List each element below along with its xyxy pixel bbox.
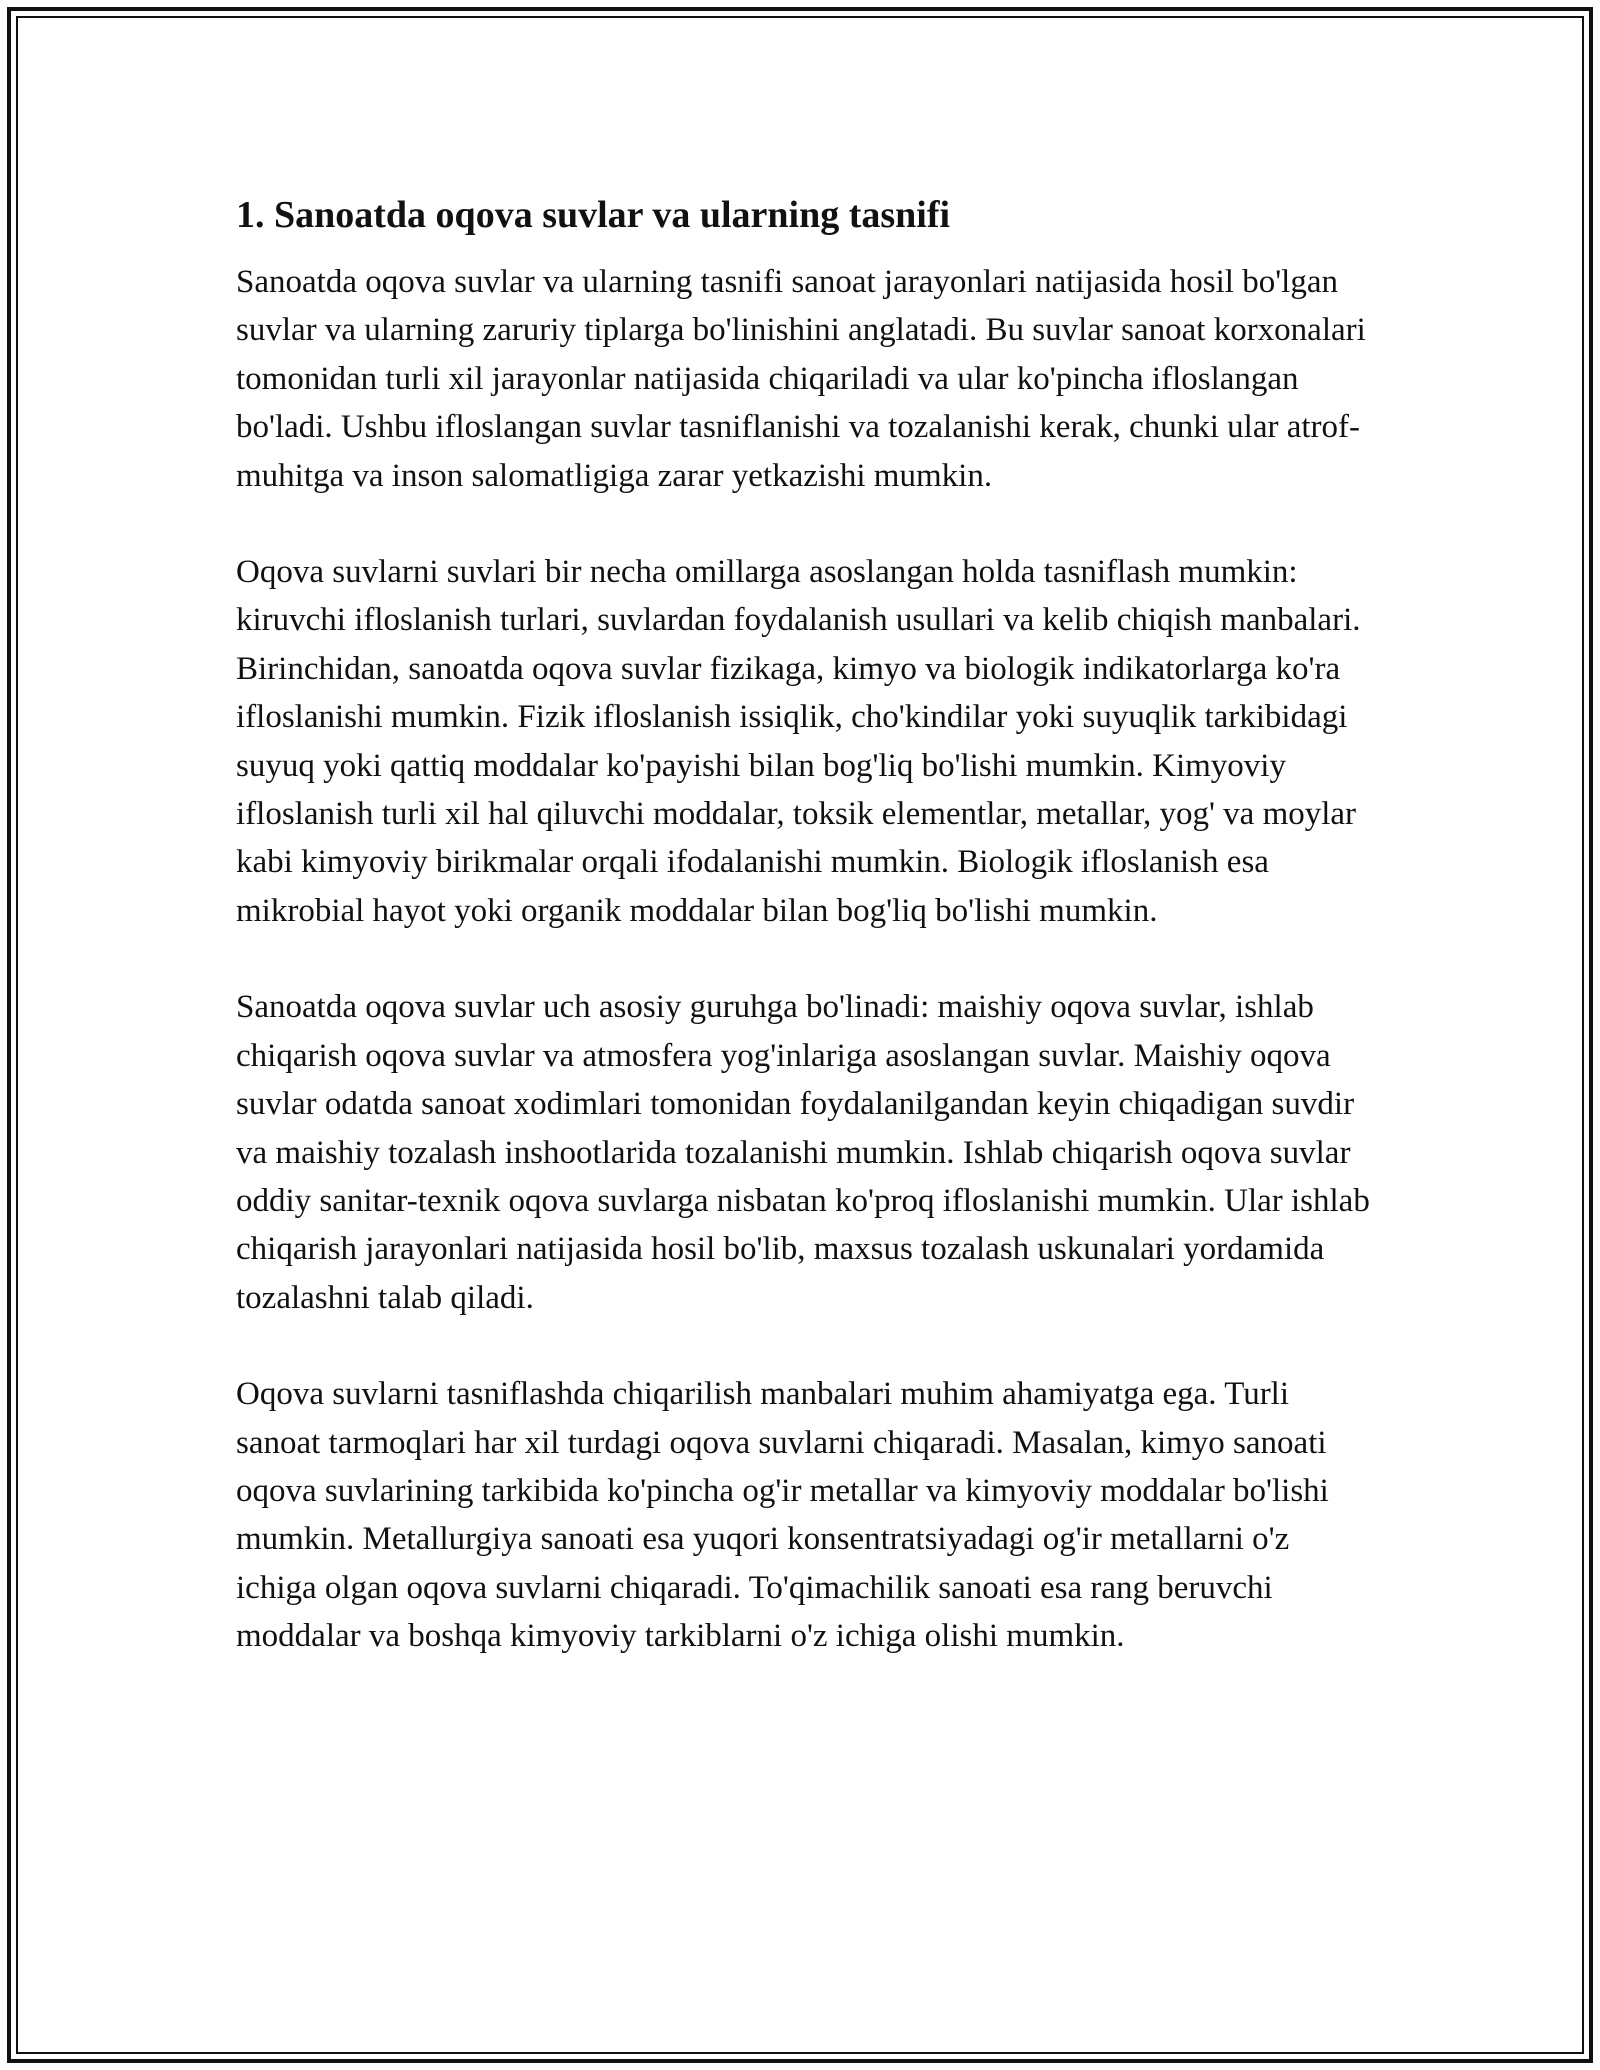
document-body bbox=[236, 186, 1372, 1661]
paragraph-2: Oqova suvlarni suvlari bir necha omillarga asoslangan holda tasniflash mumkin: kiruvchi ifloslanish turlari, suvlardan foydalanish usullari va kelib chiqish manbalari. Birinchidan, sanoatda oqova suvlar fizikaga, kimyo va biologik indikatorlarga ko'ra ifloslanishi mumkin. Fizik ifloslanish issiqlik, cho'kindilar yoki suyuqlik tarkibidagi suyuq yoki qattiq moddalar ko'payishi bilan bog'liq bo'lishi mumkin. Kimyoviy ifloslanish turli xil hal qiluvchi moddalar, toksik elementlar, metallar, yog' va moylar kabi kimyoviy birikmalar orqali ifodalanishi mumkin. Biologik ifloslanish esa mikrobial hayot yoki organik moddalar bilan bog'liq bo'lishi mumkin. bbox=[236, 554, 1361, 929]
paragraph-1: Sanoatda oqova suvlar va ularning tasnifi sanoat jarayonlari natijasida hosil bo'lgan suvlar va ularning zaruriy tiplarga bo'linishini anglatadi. Bu suvlar sanoat korxonalari tomonidan turli xil jarayonlar natijasida chiqariladi va ular ko'pincha ifloslangan bo'ladi. Ushbu ifloslangan suvlar tasniflanishi va tozalanishi kerak, chunki ular atrof-muhitga va inson salomatligiga zarar yetkazishi mumkin. bbox=[236, 264, 1366, 494]
section-heading: 1. Sanoatda oqova suvlar va ularning tasnifi bbox=[236, 194, 951, 236]
paragraph-4: Oqova suvlarni tasniflashda chiqarilish manbalari muhim ahamiyatga ega. Turli sanoat tarmoqlari har xil turdagi oqova suvlarni chiqaradi. Masalan, kimyo sanoati oqova suvlarining tarkibida ko'pincha og'ir metallar va kimyoviy moddalar bo'lishi mumkin. Metallurgiya sanoati esa yuqori konsentratsiyadagi og'ir metallarni o'z ichiga olgan oqova suvlarni chiqaradi. To'qimachilik sanoati esa rang beruvchi moddalar va boshqa kimyoviy tarkiblarni o'z ichiga olishi mumkin. bbox=[236, 1376, 1329, 1655]
paragraph-3: Sanoatda oqova suvlar uch asosiy guruhga bo'linadi: maishiy oqova suvlar, ishlab chiqarish oqova suvlar va atmosfera yog'inlariga asoslangan suvlar. Maishiy oqova suvlar odatda sanoat xodimlari tomonidan foydalanilgandan keyin chiqadigan suvdir va maishiy tozalash inshootlarida tozalanishi mumkin. Ishlab chiqarish oqova suvlar oddiy sanitar-texnik oqova suvlarga nisbatan ko'proq ifloslanishi mumkin. Ular ishlab chiqarish jarayonlari natijasida hosil bo'lib, maxsus tozalash uskunalari yordamida tozalashni talab qiladi. bbox=[236, 989, 1370, 1316]
